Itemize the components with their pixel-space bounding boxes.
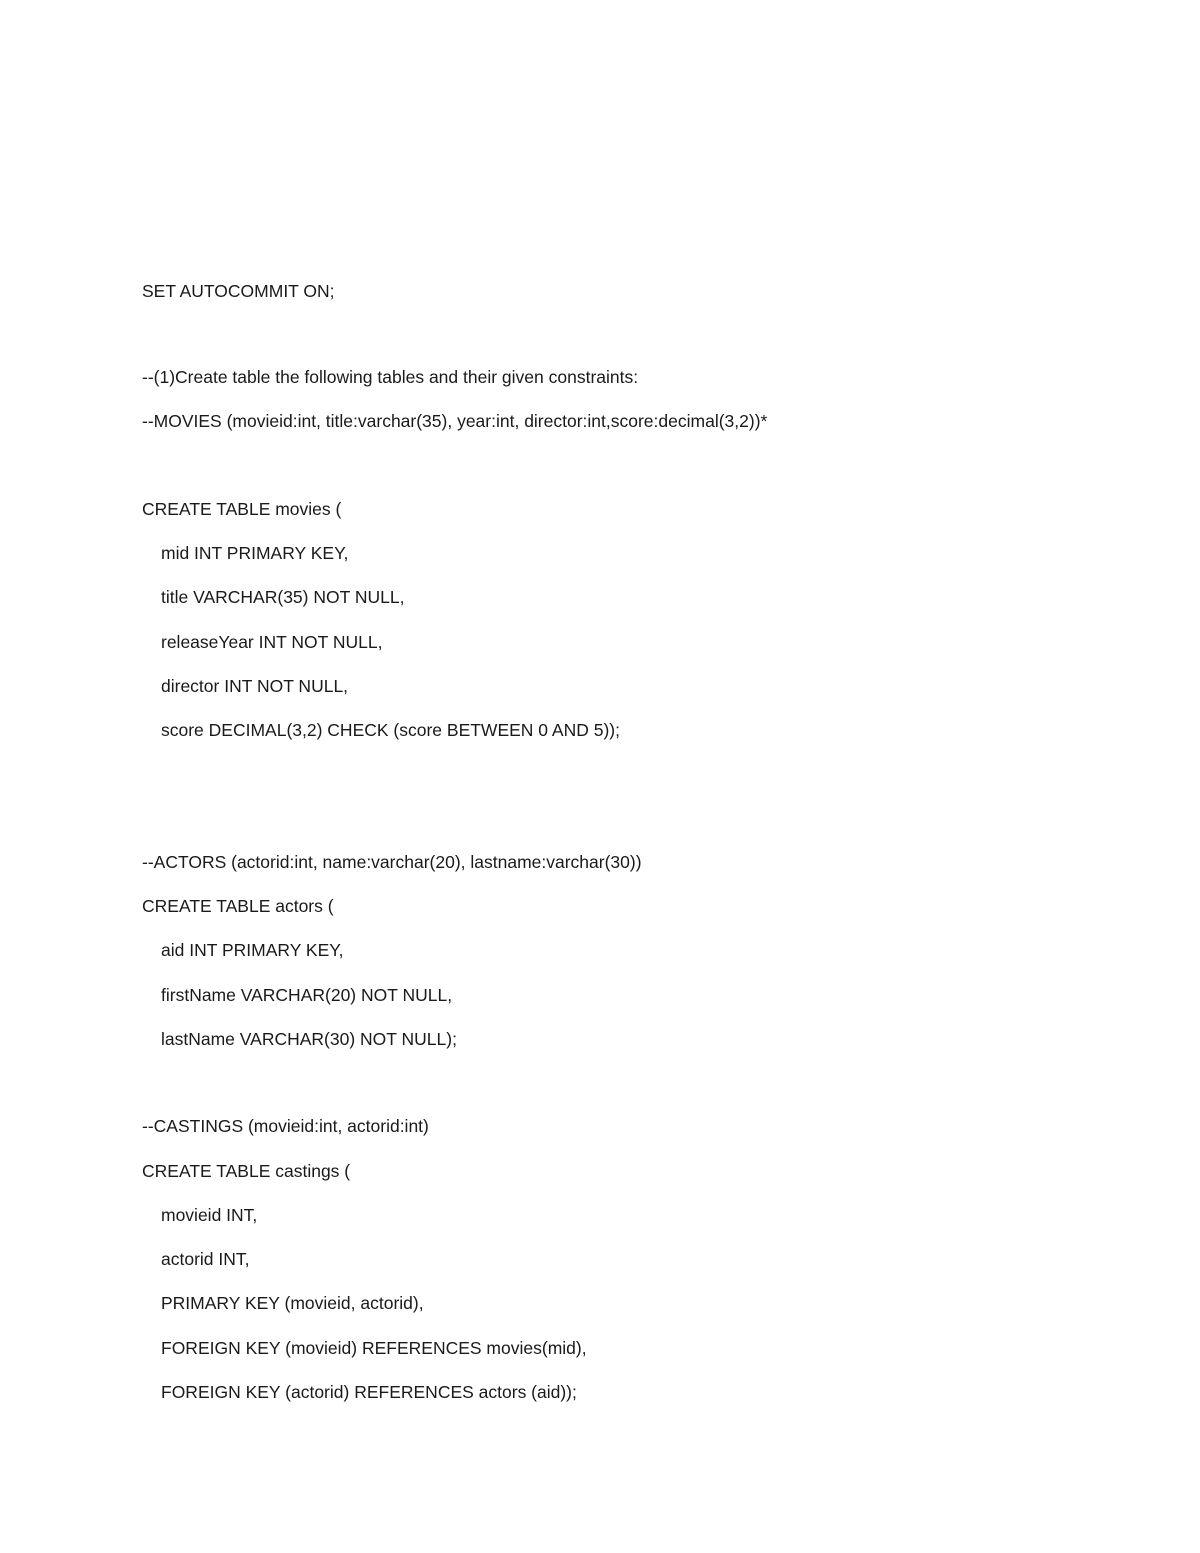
autocommit-statement: SET AUTOCOMMIT ON; [142, 281, 335, 301]
comment-castings-schema: --CASTINGS (movieid:int, actorid:int) [142, 1116, 429, 1136]
actors-column-firstname: firstName VARCHAR(20) NOT NULL, [161, 985, 453, 1005]
movies-column-score: score DECIMAL(3,2) CHECK (score BETWEEN 0 AND 5)); [161, 720, 620, 740]
movies-column-title: title VARCHAR(35) NOT NULL, [161, 587, 405, 607]
create-table-movies: CREATE TABLE movies ( [142, 499, 342, 519]
comment-instruction: --(1)Create table the following tables and their given constraints: [142, 367, 639, 387]
actors-column-lastname: lastName VARCHAR(30) NOT NULL); [161, 1029, 457, 1049]
movies-column-releaseyear: releaseYear INT NOT NULL, [161, 632, 383, 652]
castings-column-actorid: actorid INT, [161, 1249, 250, 1269]
castings-foreign-key-movies: FOREIGN KEY (movieid) REFERENCES movies(mid), [161, 1338, 587, 1358]
movies-column-director: director INT NOT NULL, [161, 676, 349, 696]
comment-actors-schema: --ACTORS (actorid:int, name:varchar(20), lastname:varchar(30)) [142, 852, 642, 872]
create-table-actors: CREATE TABLE actors ( [142, 896, 334, 916]
actors-column-aid: aid INT PRIMARY KEY, [161, 940, 344, 960]
castings-column-movieid: movieid INT, [161, 1205, 258, 1225]
movies-column-mid: mid INT PRIMARY KEY, [161, 543, 349, 563]
castings-primary-key: PRIMARY KEY (movieid, actorid), [161, 1293, 424, 1313]
create-table-castings: CREATE TABLE castings ( [142, 1161, 351, 1181]
comment-movies-schema: --MOVIES (movieid:int, title:varchar(35), year:int, director:int,score:decimal(3,2))* [142, 411, 768, 431]
castings-foreign-key-actors: FOREIGN KEY (actorid) REFERENCES actors (aid)); [161, 1382, 577, 1402]
